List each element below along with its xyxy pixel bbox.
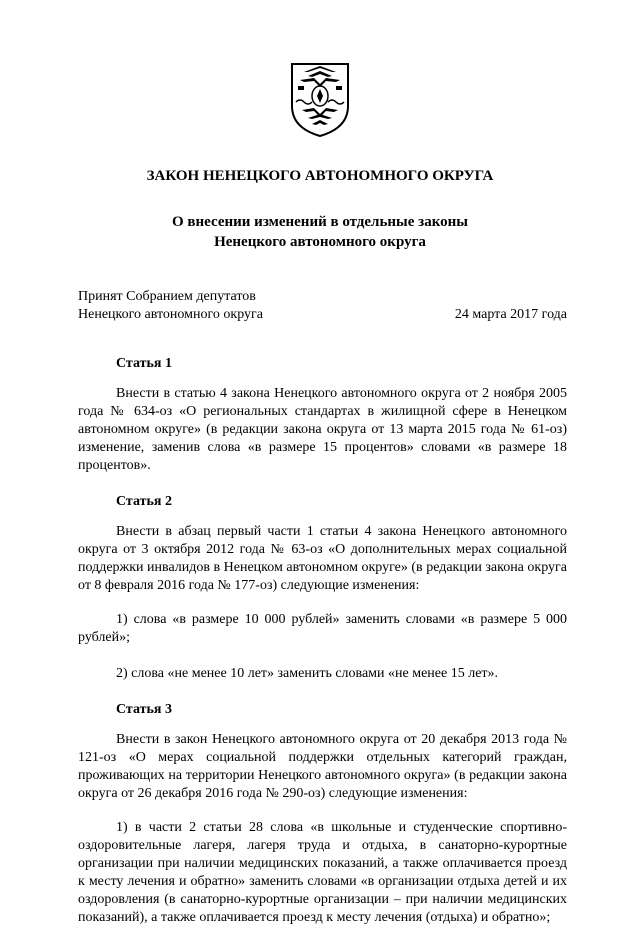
article-paragraph: Внести в абзац первый части 1 статьи 4 закона Ненецкого автономного округа от 3 октября 2012 года № 63-оз «О дополнительных мерах социальной поддержки инвалидов в Ненецком автономном округе» (в редакции закона округа от 8 февраля 2016 года № 177-оз) следующие изменения:	[78, 524, 567, 593]
document-body	[78, 355, 567, 945]
article-heading: Статья 1	[116, 356, 172, 371]
article-3	[78, 701, 567, 927]
law-subtitle	[0, 212, 640, 252]
article-paragraph: Внести в статью 4 закона Ненецкого автономного округа от 2 ноября 2005 года № 634-оз «О региональных стандартах в жилищной сфере в Ненецком автономном округе» (в редакции закона округа от 13 марта 2015 года № 61-оз) изменение, заменив слова «в размере 15 процентов» словами «в размере 18 процентов».	[78, 386, 567, 473]
article-heading: Статья 2	[116, 494, 172, 509]
article-2	[78, 493, 567, 683]
article-heading: Статья 3	[116, 702, 172, 717]
adopted-line-2: Ненецкого автономного округа	[78, 307, 263, 322]
subtitle-line-2: Ненецкого автономного округа	[214, 234, 426, 250]
adopted-by	[78, 288, 263, 324]
article-1	[78, 355, 567, 475]
adopted-line-1: Принят Собранием депутатов	[78, 289, 256, 304]
article-paragraph: 1) слова «в размере 10 000 рублей» заменить словами «в размере 5 000 рублей»;	[78, 612, 567, 645]
article-paragraph: 1) в части 2 статьи 28 слова «в школьные и студенческие спортивно-оздоровительные лагеря, лагеря труда и отдыха, в санаторно-курортные организации при наличии медицинских показаний, а также оплачивается проезд к месту лечения и обратно» заменить словами «в организации отдыха детей и их оздоровления (в санаторно-курортные организации – при наличии медицинских показаний), а также оплачивается проезд к месту лечения (отдыха) и обратно»;	[78, 820, 567, 925]
article-paragraph: Внести в закон Ненецкого автономного округа от 20 декабря 2013 года № 121-оз «О мерах социальной поддержки отдельных категорий граждан, проживающих на территории Ненецкого автономного округа» (в редакции закона округа от 26 декабря 2016 года № 290-оз) следующие изменения:	[78, 732, 567, 801]
coat-of-arms-icon	[290, 62, 350, 138]
article-paragraph: 2) слова «не менее 10 лет» заменить словами «не менее 15 лет».	[116, 666, 499, 681]
adoption-date: 24 марта 2017 года	[454, 307, 567, 322]
law-title: ЗАКОН НЕНЕЦКОГО АВТОНОМНОГО ОКРУГА	[146, 168, 494, 184]
subtitle-line-1: О внесении изменений в отдельные законы	[172, 214, 468, 230]
